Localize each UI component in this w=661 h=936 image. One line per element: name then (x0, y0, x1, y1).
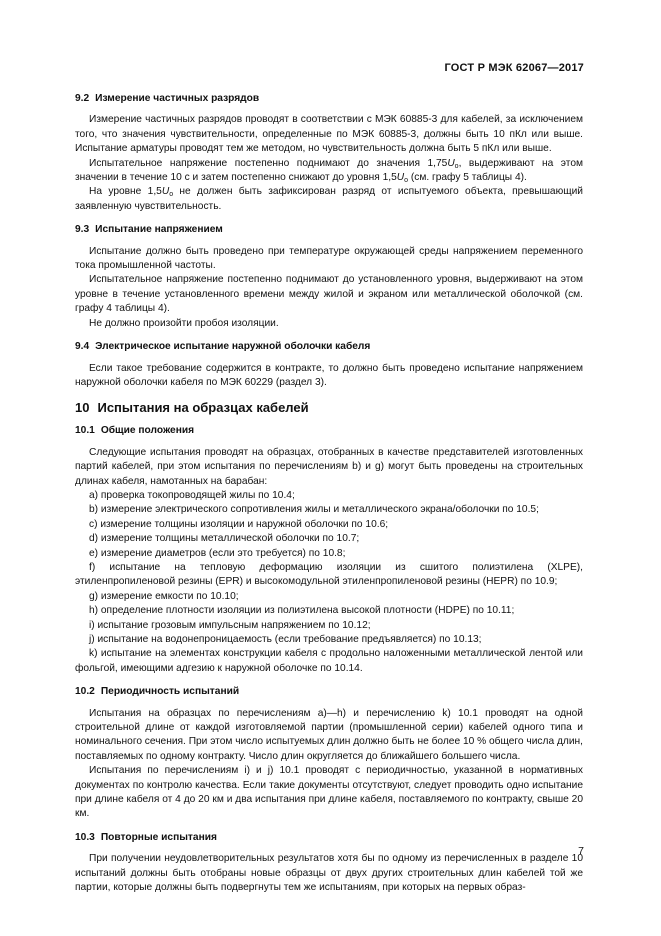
section-10-1-intro: Следующие испытания проводят на образцах, отобранных в качестве представителей изготовленных партий кабелей, при этом испытания по перечислениям b) и g) могут быть проведены на строительных длинах кабеля, намотанных на барабан: (75, 446, 583, 487)
list-item: e) измерение диаметров (если это требуется) по 10.8; (89, 547, 346, 559)
section-9-4-paragraph-1: Если такое требование содержится в контракте, то должно быть проведено испытание напряжением наружной оболочки кабеля по МЭК 60229 (раздел 3). (75, 362, 583, 388)
section-9-3-paragraph-2: Испытательное напряжение постепенно поднимают до установленного уровня, выдерживают на этом уровне в течение установленного времени между жилой и экраном или металлической оболочкой (см. графу 4 таблицы 4). (75, 274, 583, 315)
section-9-2-paragraph-2: Испытательное напряжение постепенно поднимают до значения $1,75U_o$, выдерживают на этом значении в течение 10 с и затем постепенно снижают до уровня $1,5U_o$ (см. графу 5 таблицы 4). (75, 157, 583, 185)
list-item: i) испытание грозовым импульсным напряжением по 10.12; (89, 619, 371, 631)
list-item: j) испытание на водонепроницаемость (если требование предъявляется) по 10.13; (89, 634, 482, 645)
section-10-2-heading: 10.2 Периодичность испытаний (75, 686, 240, 698)
list-item: h) определение плотности изоляции из полиэтилена высокой плотности (HDPE) по 10.11; (89, 605, 515, 617)
list-item: b) измерение электрического сопротивления жилы и металлического экрана/оболочки по 10.5; (89, 504, 539, 516)
section-10-3-paragraph-1: При получении неудовлетворительных результатов хотя бы по одному из перечисленных в разделе 10 испытаний должны быть отобраны новые образцы от двух других строительных длин кабелей той же партии, которые должны быть подвергнуты тем же испытаниям, при которых на первых образ- (75, 853, 583, 894)
list-item: d) измерение толщины металлической оболочки по 10.7; (89, 533, 360, 545)
section-9-3-heading: 9.3 Испытание напряжением (75, 224, 223, 236)
section-10-3-heading: 10.3 Повторные испытания (75, 831, 217, 843)
section-9-2-heading: 9.2 Измерение частичных разрядов (75, 93, 260, 104)
section-10-heading: 10 Испытания на образцах кабелей (75, 400, 309, 416)
page-number: 7 (578, 845, 584, 857)
list-item: c) измерение толщины изоляции и наружной оболочки по 10.6; (89, 518, 389, 530)
section-9-2-paragraph-1: Измерение частичных разрядов проводят в соответствии с МЭК 60885-3 для кабелей, за исключением того, что значения чувствительности, определенные по МЭК 60885-3, должны быть 10 пКл или выше. Испытание арматуры проводят тем же методом, но чувствительность должна быть 5 пКл или выше. (75, 114, 583, 155)
list-item: a) проверка токопроводящей жилы по 10.4; (89, 489, 295, 501)
section-10-2-paragraph-2: Испытания по перечислениям i) и j) 10.1 проводят с периодичностью, указанной в нормативных документах по контролю качества. Если такие документы отсутствуют, следует проводить одно испытание при длине кабеля от 4 до 20 км и два испытания при длине кабеля, поставляемого по контракту, свыше 20 км. (75, 765, 583, 820)
section-9-2-paragraph-3: На уровне $1,5U_o$ не должен быть зафиксирован разряд от испытуемого объекта, превышающий заявленную чувствительность. (75, 186, 583, 212)
list-item: k) испытание на элементах конструкции кабеля с продольно наложенными металлической лентой или фольгой, имеющими адгезию к наружной оболочке по 10.14. (75, 648, 583, 674)
section-9-4-heading: 9.4 Электрическое испытание наружной оболочки кабеля (75, 341, 371, 353)
section-9-3-paragraph-1: Испытание должно быть проведено при температуре окружающей среды напряжением переменного тока промышленной частоты. (75, 245, 583, 272)
section-10-2-paragraph-1: Испытания на образцах по перечислениям а)—h) и перечислению k) 10.1 проводят на одной строительной длине от каждой изготовляемой партии (промышленной серии) кабелей одного типа и номинального сечения. При этом число испытуемых длин должно быть не более 10 % общего числа длин, поставляемых по одному контракту. Число длин округляется до ближайшего большего числа. (75, 707, 583, 762)
document-header: ГОСТ Р МЭК 62067—2017 (444, 62, 584, 74)
list-item: f) испытание на тепловую деформацию изоляции из сшитого полиэтилена (XLPE), этиленпропиленовой резины (EPR) и высокомодульной этиленпропиленовой резины (HEPR) по 10.9; (75, 561, 583, 588)
page-content (75, 92, 583, 896)
list-item: g) измерение емкости по 10.10; (89, 590, 239, 602)
section-9-3-paragraph-3: Не должно произойти пробоя изоляции. (89, 317, 279, 329)
section-10-1-heading: 10.1 Общие положения (75, 425, 195, 437)
